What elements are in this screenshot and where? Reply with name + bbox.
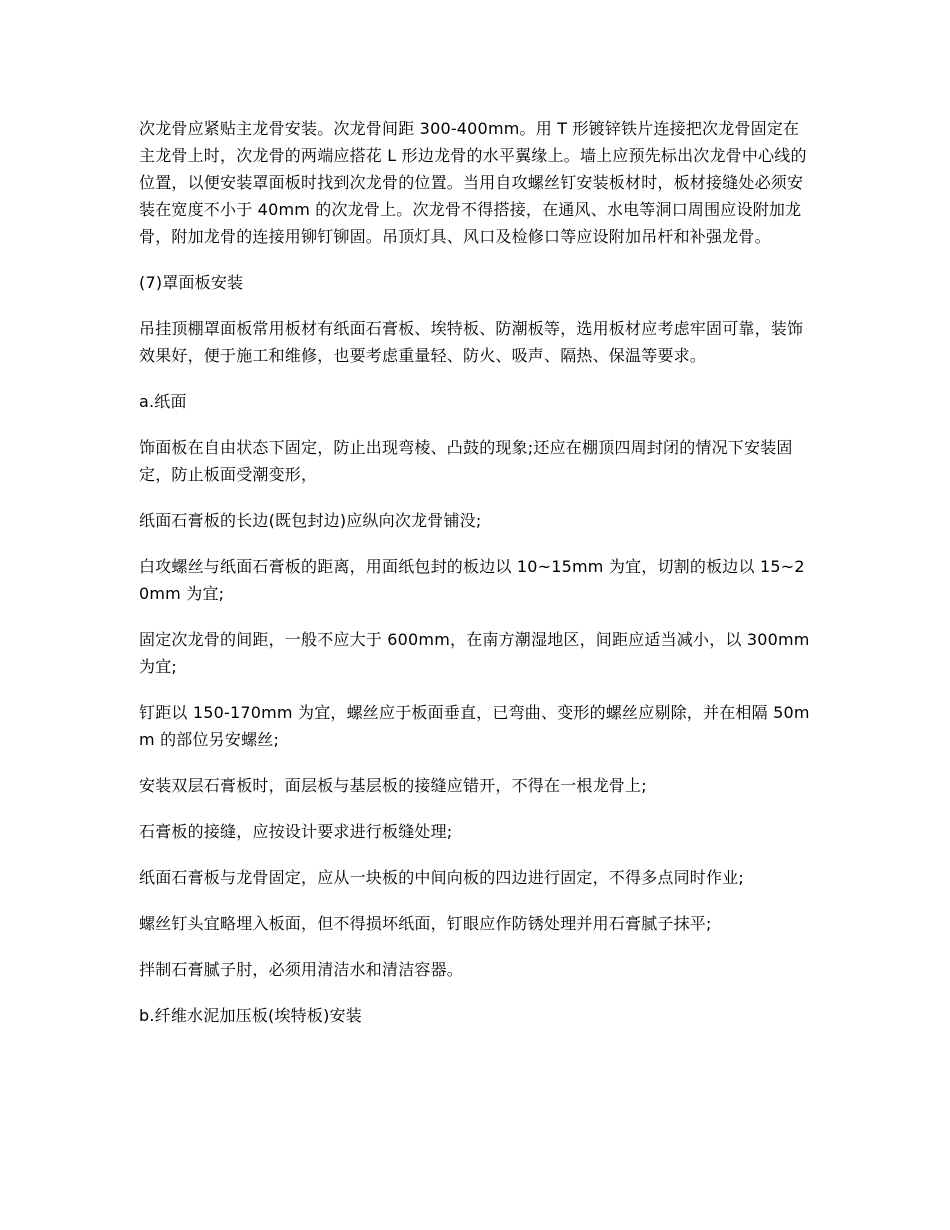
paragraph-putty-mixing: 拌制石膏腻子肘，必须用清洁水和清洁容器。: [139, 960, 464, 979]
paragraph-screw-head-embedding: 螺丝钉头宜略埋入板面，但不得损坏纸面，钉眼应作防锈处理并用石膏腻子抹平;: [139, 914, 712, 933]
section-heading-cover-panel-installation: (7)罩面板安装: [139, 273, 244, 292]
paragraph-keel-spacing: 固定次龙骨的间距，一般不应大于 600mm，在南方潮湿地区，间距应适当减小，以 300mm 为宜;: [139, 630, 810, 676]
paragraph-joint-treatment: 石膏板的接缝，应按设计要求进行板缝处理;: [139, 822, 453, 841]
paragraph-screw-edge-distance: 白攻螺丝与纸面石膏板的距离，用面纸包封的板边以 10~15mm 为宜，切割的板边以 15~20mm 为宜;: [139, 557, 805, 603]
paragraph-secondary-keel-installation: 次龙骨应紧贴主龙骨安装。次龙骨间距 300-400mm。用 T 形镀锌铁片连接把次龙骨固定在主龙骨上时，次龙骨的两端应搭花 L 形边龙骨的水平翼缘上。墙上应预先标出次龙骨中心线的位置，以便安装罩面板时找到次龙骨的位置。当用自攻螺丝钉安装板材时，板材接缝处必须安装在宽度不小于 40mm 的次龙骨上。次龙骨不得搭接，在通风、水电等洞口周围应设附加龙骨，附加龙骨的连接用铆钉铆固。吊顶灯具、风口及检修口等应设附加吊杆和补强龙骨。: [139, 119, 807, 246]
paragraph-long-edge-direction: 纸面石膏板的长边(既包封边)应纵向次龙骨铺没;: [139, 511, 482, 530]
subheading-paper-faced: a.纸面: [139, 392, 187, 411]
document-body: [139, 115, 811, 1048]
paragraph-free-state-fixing: 饰面板在自由状态下固定，防止出现弯棱、凸鼓的现象;还应在棚顶四周封闭的情况下安装固定，防止板面受潮变形，: [139, 438, 793, 484]
paragraph-fixing-order: 纸面石膏板与龙骨固定，应从一块板的中间向板的四边进行固定，不得多点同时作业;: [139, 868, 744, 887]
paragraph-cover-panel-materials: 吊挂顶棚罩面板常用板材有纸面石膏板、埃特板、防潮板等，选用板材应考虑牢固可靠，装饰效果好，便于施工和维修，也要考虑重量轻、防火、吸声、隔热、保温等要求。: [139, 319, 804, 365]
subheading-fiber-cement-board: b.纤维水泥加压板(埃特板)安装: [139, 1006, 362, 1025]
paragraph-double-layer-joints: 安装双层石膏板时，面层板与基层板的接缝应错开，不得在一根龙骨上;: [139, 776, 647, 795]
paragraph-screw-spacing: 钉距以 150-170mm 为宜，螺丝应于板面垂直，已弯曲、变形的螺丝应剔除，并在相隔 50mm 的部位另安螺丝;: [139, 703, 810, 749]
